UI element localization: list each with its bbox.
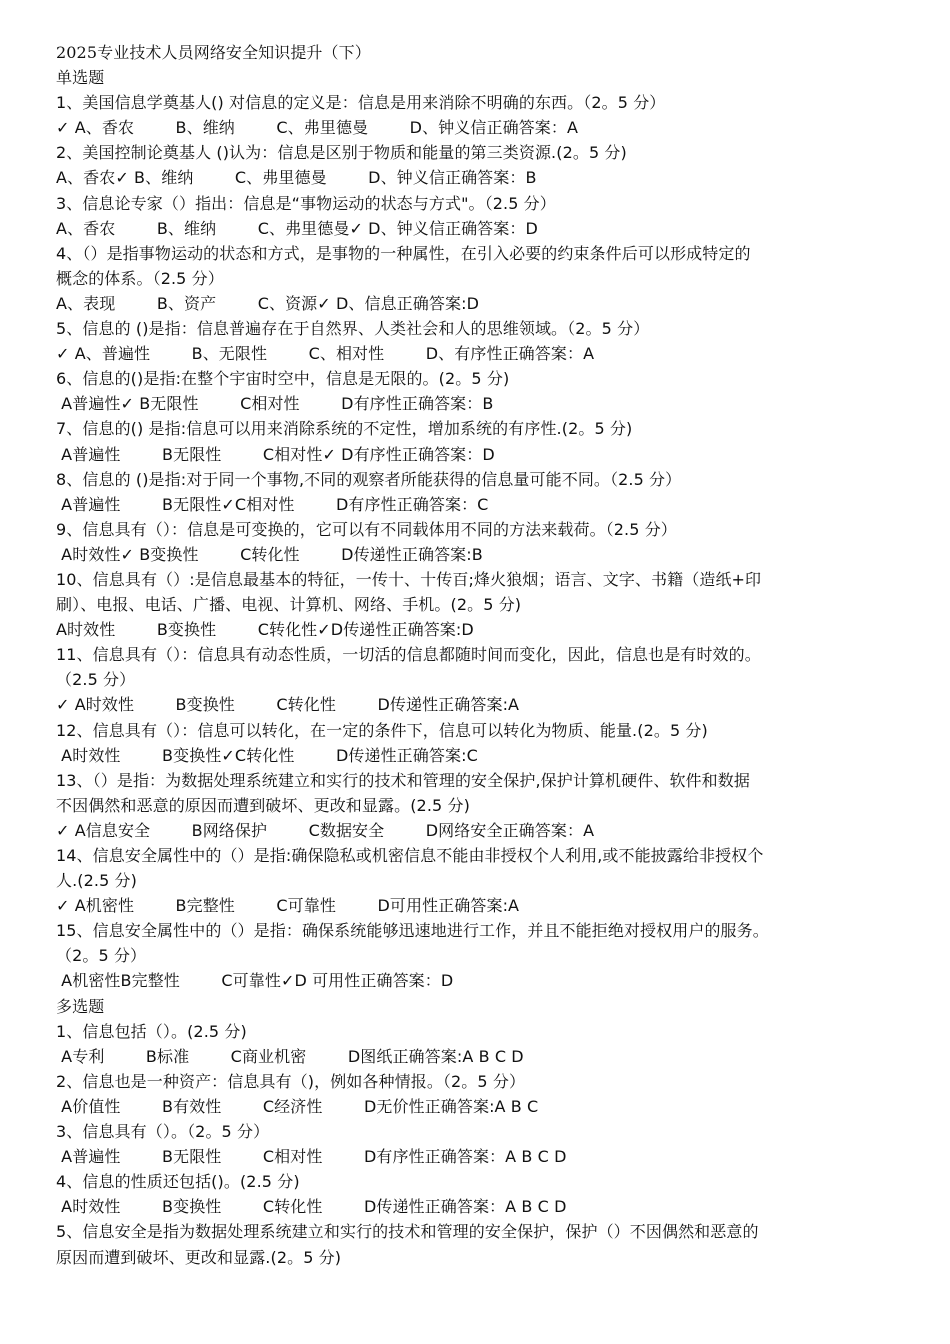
text-line: A时效性 B变换性 C转化性✓D传递性正确答案:D (56, 620, 474, 640)
text-line: ✓ A机密性 B完整性 C可靠性 D可用性正确答案:A (56, 896, 520, 916)
text-line: ✓ A、香农 B、维纳 C、弗里德曼 D、钟义信正确答案：A (56, 118, 579, 138)
text-line: 4、（）是指事物运动的状态和方式，是事物的一种属性，在引入必要的约束条件后可以形成特定的 (56, 243, 751, 263)
text-line: 5、信息安全是指为数据处理系统建立和实行的技术和管理的安全保护，保护（）不因偶然和恶意的 (56, 1222, 759, 1242)
text-line: A价值性 B有效性 C经济性 D无价性正确答案:A B C (56, 1096, 539, 1116)
text-line: 8、信息的 ()是指:对于同一个事物,不同的观察者所能获得的信息量可能不同。（2.5 分） (56, 469, 682, 489)
text-line: A机密性B完整性 C可靠性✓D 可用性正确答案：D (56, 971, 454, 991)
text-line: 9、信息具有（）：信息是可变换的，它可以有不同载体用不同的方法来载荷。（2.5 分） (56, 519, 677, 539)
text-line: 原因而遭到破坏、更改和显露.(2。5 分) (56, 1247, 342, 1267)
text-line: A、香农✓ B、维纳 C、弗里德曼 D、钟义信正确答案：B (56, 168, 537, 188)
text-line: 1、美国信息学奠基人() 对信息的定义是：信息是用来消除不明确的东西。（2。5 分） (56, 93, 666, 113)
text-line: 2、信息也是一种资产：信息具有（)，例如各种情报。（2。5 分） (56, 1071, 526, 1091)
text-line: 10、信息具有（）:是信息最基本的特征，一传十、十传百;烽火狼烟；语言、文字、书籍（造纸+印 (56, 569, 762, 589)
text-line: 不因偶然和恶意的原因而遭到破坏、更改和显露。(2.5 分) (56, 795, 470, 815)
text-line: 单选题 (56, 68, 105, 88)
text-line: 5、信息的 ()是指：信息普遍存在于自然界、人类社会和人的思维领域。（2。5 分） (56, 319, 650, 339)
text-line: 13、（）是指：为数据处理系统建立和实行的技术和管理的安全保护,保护计算机硬件、软件和数据 (56, 770, 750, 790)
text-line: 4、信息的性质还包括()。(2.5 分) (56, 1172, 300, 1192)
text-line: A普遍性 B无限性✓C相对性 D有序性正确答案：C (56, 494, 489, 514)
text-line: ✓ A时效性 B变换性 C转化性 D传递性正确答案:A (56, 695, 520, 715)
text-line: 概念的体系。（2.5 分） (56, 268, 224, 288)
text-line: 1、信息包括（）。(2.5 分) (56, 1021, 247, 1041)
text-line: 15、信息安全属性中的（）是指：确保系统能够迅速地进行工作，并且不能拒绝对授权用户的服务。 (56, 921, 769, 941)
text-line: 2、美国控制论奠基人 ()认为：信息是区别于物质和能量的第三类资源.(2。5 分) (56, 143, 627, 163)
text-line: 11、信息具有（）：信息具有动态性质，一切活的信息都随时间而变化，因此，信息也是有时效的。 (56, 645, 761, 665)
document-title: 2025专业技术人员网络安全知识提升（下） (56, 43, 371, 62)
text-line: 6、信息的()是指:在整个宇宙时空中，信息是无限的。(2。5 分) (56, 369, 510, 389)
text-line: A时效性 B变换性 C转化性 D传递性正确答案：A B C D (56, 1197, 567, 1217)
text-line: 3、信息论专家（）指出：信息是“事物运动的状态与方式"。（2.5 分） (56, 193, 556, 213)
text-line: 刷）、电报、电话、广播、电视、计算机、网络、手机。(2。5 分) (56, 595, 522, 615)
text-line: 人.(2.5 分) (56, 871, 138, 891)
text-line: ✓ A信息安全 B网络保护 C数据安全 D网络安全正确答案：A (56, 820, 595, 840)
text-line: 14、信息安全属性中的（）是指:确保隐私或机密信息不能由非授权个人利用,或不能披露给非授权个 (56, 846, 764, 865)
text-line: A普遍性 B无限性 C相对性✓ D有序性正确答案：D (56, 444, 495, 464)
text-line: A普遍性 B无限性 C相对性 D有序性正确答案：A B C D (56, 1147, 567, 1167)
text-line: A、表现 B、资产 C、资源✓ D、信息正确答案:D (56, 293, 479, 313)
text-line: 3、信息具有（）。（2。5 分） (56, 1122, 270, 1142)
text-line: 7、信息的() 是指:信息可以用来消除系统的不定性，增加系统的有序性.(2。5 分) (56, 419, 633, 439)
text-line: 多选题 (56, 996, 105, 1016)
text-line: ✓ A、普遍性 B、无限性 C、相对性 D、有序性正确答案：A (56, 344, 595, 364)
text-line: （2.5 分） (56, 670, 136, 690)
text-line: A专利 B标准 C商业机密 D图纸正确答案:A B C D (56, 1046, 524, 1066)
text-line: （2。5 分） (56, 946, 147, 966)
text-line: A时效性 B变换性✓C转化性 D传递性正确答案:C (56, 745, 478, 765)
text-line: 12、信息具有（）：信息可以转化，在一定的条件下，信息可以转化为物质、能量.(2。5 分) (56, 720, 708, 740)
text-line: A时效性✓ B变换性 C转化性 D传递性正确答案:B (56, 544, 483, 564)
text-line: A普遍性✓ B无限性 C相对性 D有序性正确答案：B (56, 394, 494, 414)
text-line: A、香农 B、维纳 C、弗里德曼✓ D、钟义信正确答案：D (56, 218, 538, 238)
